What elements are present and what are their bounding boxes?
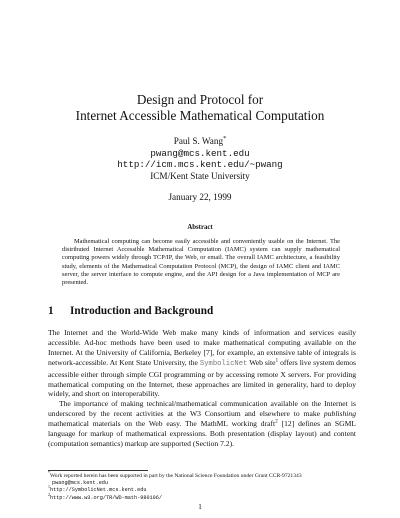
footnote-1-email: pwang@mcs.kent.edu <box>52 480 109 487</box>
author-block <box>0 136 400 182</box>
footnote-2: $^1$http://SymbolicNet.mcs.kent.edu <box>48 485 147 494</box>
symbolicnet-name: SymbolicNet <box>199 359 248 368</box>
paper-title <box>0 92 400 124</box>
author-email: pwang@mcs.kent.edu <box>150 147 250 159</box>
section-heading <box>48 305 213 317</box>
abstract-text: Mathematical computing can become easily accessible and conveniently usable on the Internet. The distributed Internet Accessible Mathematical Computation (IAMC) system can supply mathematical computing powers widely through TCP/IP, the Web, or email. The overall IAMC architecture, a feasibility study, elements of the Mathematical Computation Protocol (MCP), the design of IAMC client and IAMC server, the server interface to compute engine, and the API design for a Java implementation of MCP are presented. <box>62 238 340 287</box>
section-body <box>48 328 356 449</box>
author-name: Paul S. Wang* <box>173 134 227 146</box>
author-affiliation: ICM/Kent State University <box>150 170 250 181</box>
footnotes <box>48 473 358 502</box>
section-number: 1 <box>48 305 54 317</box>
title-line-2: Internet Accessible Mathematical Computation <box>75 108 325 123</box>
paper-date: January 22, 1999 <box>168 192 232 202</box>
paragraph-1: The Internet and the World-Wide Web make many kinds of information and services easily accessible. Ad-hoc methods have been used to make mathematical computing available on the Internet. At the University of California, Berkeley [7], for example, an extensive table of integrals is network-accessible. At Kent State University, the SymbolicNet Web site$^1$ offers live system demos accessible either through simple CGI programming or by accessing remote X servers. For providing mathematical computing on the Internet, these approaches are limited in generality, hard to deploy widely, and short on interoperability. <box>48 328 356 399</box>
abstract <box>62 238 340 287</box>
footnote-rule <box>48 470 148 471</box>
footnote-3: $^2$http://www.w3.org/TR/WD-math-980106/ <box>48 492 163 501</box>
paragraph-2: The importance of making technical/mathematical communication available on the Internet is underscored by the recent activities at the W3 Consortium and elsewhere to make publishing mathematical materials on the Web easy. The MathML working draft$^2$ [12] defines an SGML language for markup of mathematical expressions. Both presentation (display layout) and content (computation semantics) markup are supported (Section 7.2). <box>48 399 356 448</box>
abstract-heading: Abstract <box>187 224 213 231</box>
section-title: Introduction and Background <box>70 305 214 317</box>
author-footnote-mark: * <box>223 134 227 142</box>
author-url: http://icm.mcs.kent.edu/~pwang <box>117 159 283 170</box>
page-number: 1 <box>198 502 202 511</box>
title-line-1: Design and Protocol for <box>136 92 264 107</box>
footnote-1: *Work reported herein has been supported in part by the National Science Foundation under Grant CCR-9721343 <box>48 471 302 479</box>
